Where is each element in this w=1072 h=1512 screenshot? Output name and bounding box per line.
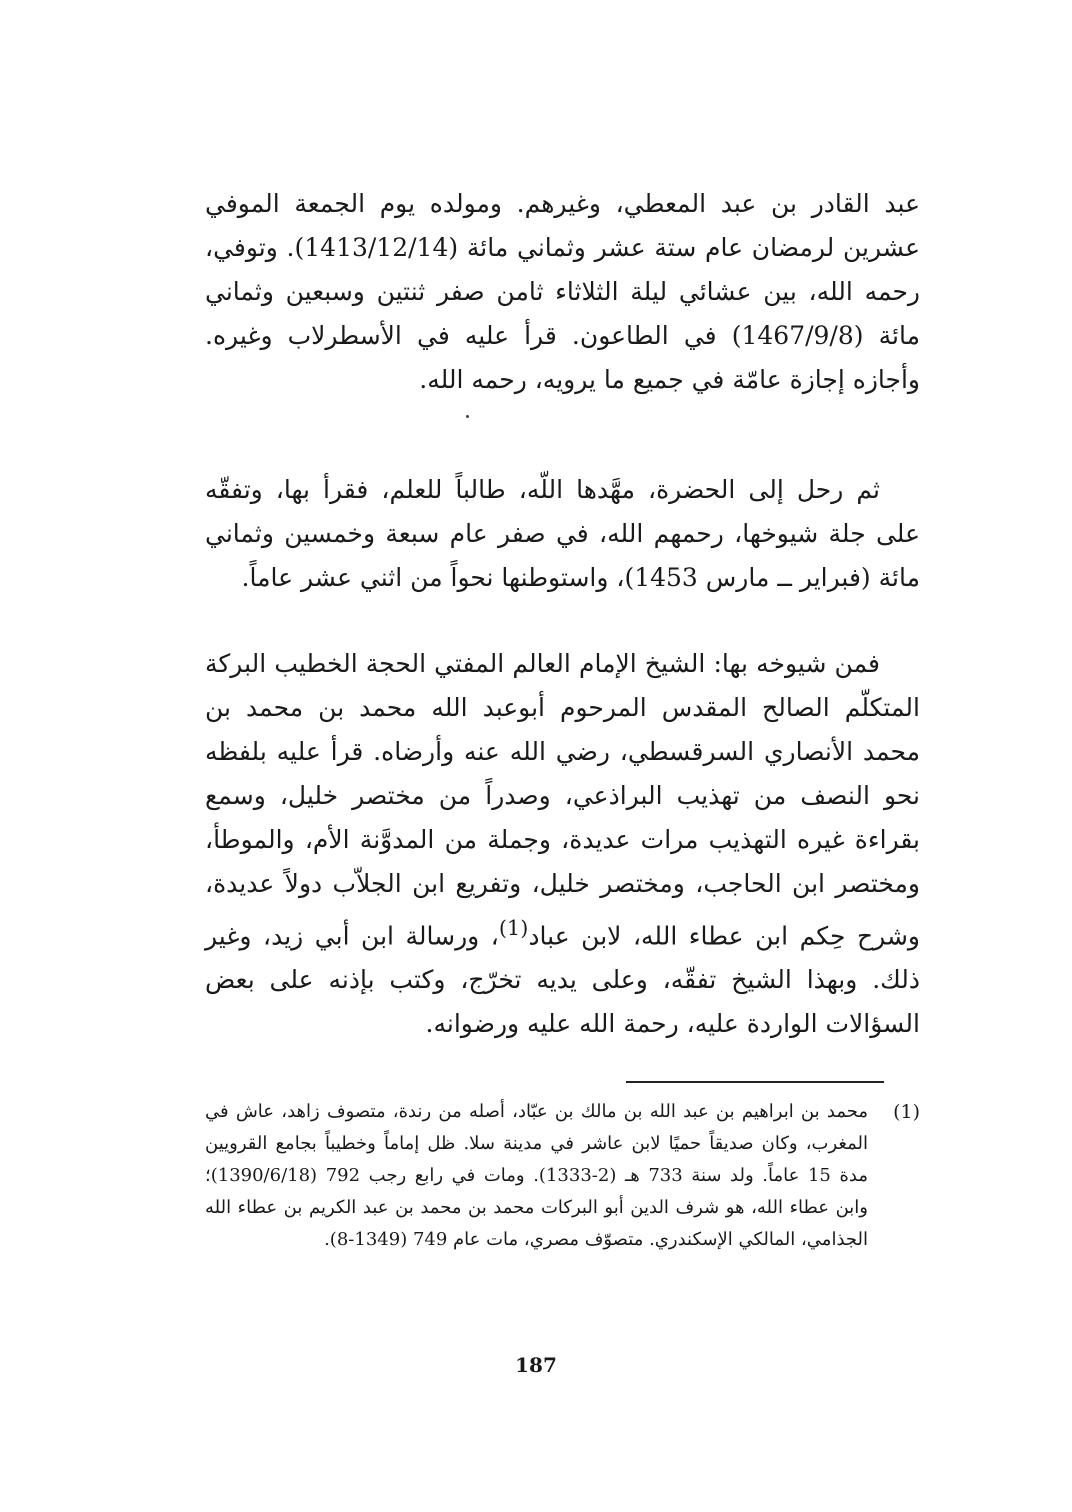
- page-number: 187: [515, 1353, 557, 1377]
- footnote-text: محمد بن ابراهيم بن عبد الله بن مالك بن عبّاد، أصله من رندة، متصوف زاهد، عاش في المغرب، وكان صديقاً حميًا لابن عاشر في مدينة سلا. ظل إماماً وخطيباً بجامع القرويين مدة 15 عاماً. ولد سنة 733 هـ (2-1333). ومات في رابع رجب 792 (1390/6/18)؛ وابن عطاء الله، هو شرف الدين أبو البركات محمد بن محمد بن عبد الكريم بن عطاء الله الجذامي، المالكي الإسكندري. متصوّف مصري، مات عام 749 (1349-8).: [205, 1101, 868, 1250]
- footnote-number: (1): [893, 1101, 920, 1123]
- ink-speck: [466, 415, 469, 418]
- paragraph-1-text: عبد القادر بن عبد المعطي، وغيرهم. ومولده يوم الجمعة الموفي عشرين لرمضان عام ستة عشر وثماني مائة (1413/12/14). وتوفي، رحمه الله، بين عشائي ليلة الثلاثاء ثامن صفر ثنتين وسبعين وثماني مائة (1467/9/8) في الطاعون. قرأ عليه في الأسطرلاب وغيره. وأجازه إجازة عامّة في جميع ما يرويه، رحمه الله.: [205, 189, 921, 394]
- paragraph-3: [205, 642, 920, 1046]
- paragraph-3-text-after: ، ورسالة ابن أبي زيد، وغير ذلك. وبهذا الشيخ تفقّه، وعلى يديه تخرّج، وكتب بإذنه على بعض السؤالات الواردة عليه، رحمة الله عليه ورضوانه.: [205, 921, 920, 1039]
- footnote-reference[interactable]: (1): [498, 916, 529, 940]
- paragraph-3-text: [205, 642, 920, 1046]
- paragraph-2: [205, 468, 920, 600]
- footnote-separator: [626, 1081, 884, 1083]
- footnote: [205, 1096, 920, 1256]
- paragraph-1: [205, 182, 920, 402]
- paragraph-3-text-before: فمن شيوخه بها: الشيخ الإمام العالم المفتي الحجة الخطيب البركة المتكلّم الصالح المقدس المرحوم أبوعبد الله محمد بن محمد بن محمد الأنصاري السرقسطي، رضي الله عنه وأرضاه. قرأ عليه بلفظه نحو النصف من تهذيب البراذعي، وصدراً من مختصر خليل، وسمع بقراءة غيره التهذيب مرات عديدة، وجملة من المدوَّنة الأم، والموطأ، ومختصر ابن الحاجب، ومختصر خليل، وتفريع ابن الجلاّب دولاً عديدة، وشرح حِكم ابن عطاء الله، لابن عباد: [205, 649, 920, 951]
- paragraph-2-text: ثم رحل إلى الحضرة، مهَّدها اللّه، طالباً للعلم، فقرأ بها، وتفقّه على جلة شيوخها، رحمهم الله، في صفر عام سبعة وخمسين وثماني مائة (فبراير ــ مارس 1453)، واستوطنها نحواً من اثني عشر عاماً.: [205, 475, 920, 592]
